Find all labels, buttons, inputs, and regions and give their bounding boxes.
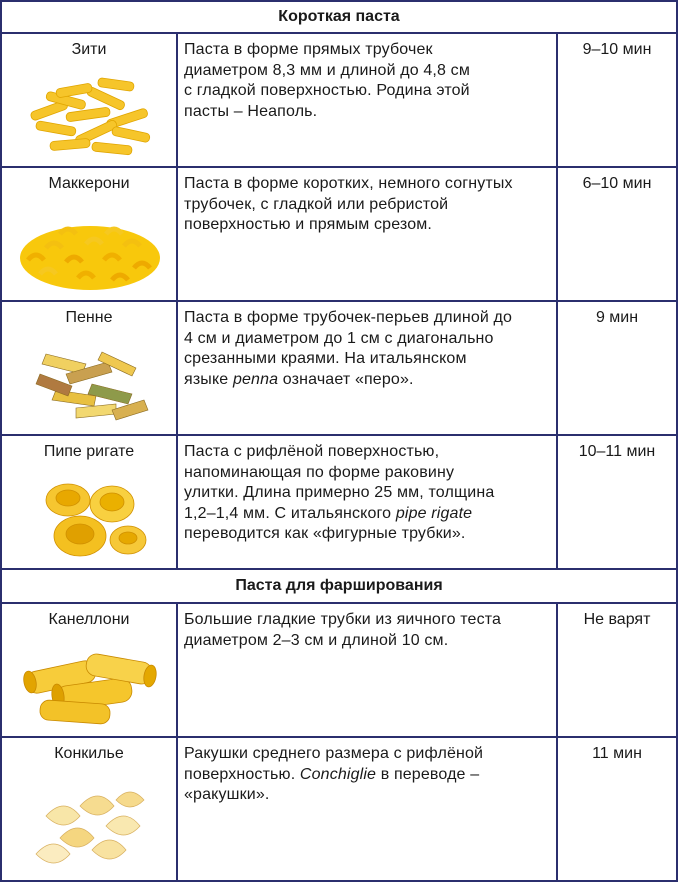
description-text: означает «перо».: [278, 370, 414, 388]
pasta-name: Маккерони: [48, 175, 130, 192]
description-line: Ракушки среднего размера с рифлёной: [184, 745, 484, 762]
description-text: в переводе –: [376, 765, 480, 783]
table-row: [2, 168, 676, 302]
description-line: Паста в форме коротких, немного согнутых: [184, 175, 513, 192]
cook-time: 6–10 мин: [582, 175, 652, 192]
cook-time: 10–11 мин: [578, 443, 656, 460]
table-row: [2, 436, 676, 570]
description-line: Паста в форме трубочек-перьев длиной до: [184, 309, 513, 326]
description-line: переводится как «фигурные трубки».: [184, 525, 466, 542]
description-cell: [178, 738, 558, 882]
pipe-rigate-pasta-image: [16, 468, 164, 564]
italic-term: Conchiglie: [299, 765, 377, 783]
description-line: улитки. Длина примерно 25 мм, толщина: [184, 484, 495, 501]
table-row: [2, 604, 676, 738]
description-line: диаметром 2–3 см и длиной 10 см.: [184, 631, 449, 649]
pasta-name: Конкилье: [54, 745, 124, 762]
description-cell: [178, 34, 558, 166]
description-line: срезанными краями. На итальянском: [184, 350, 467, 367]
description-line: [184, 504, 550, 525]
section-header-stuffing-pasta: Паста для фарширования: [2, 570, 676, 604]
cannelloni-pasta-image: [16, 636, 164, 732]
description-line: Паста с рифлёной поверхностью,: [184, 443, 440, 460]
pasta-name: Зити: [71, 41, 107, 58]
cook-time: 9–10 мин: [582, 41, 652, 58]
description-line: [184, 765, 550, 786]
description-text: поверхностью.: [184, 765, 300, 783]
penne-pasta-image: [16, 334, 164, 430]
cook-time: Не варят: [583, 611, 651, 628]
name-cell: [2, 302, 178, 434]
cook-time: 9 мин: [595, 309, 639, 326]
macaroni-pasta-image: [16, 200, 164, 296]
table-row: [2, 738, 676, 882]
table-row: [2, 302, 676, 436]
description-text: языке: [184, 370, 233, 388]
description-cell: [178, 302, 558, 434]
name-cell: [2, 738, 178, 882]
description-line: с гладкой поверхностью. Родина этой: [184, 82, 470, 99]
description-line: диаметром 8,3 мм и длиной до 4,8 см: [184, 61, 470, 79]
italic-term: pipe rigate: [395, 504, 473, 522]
table-row: [2, 34, 676, 168]
cook-time: 11 мин: [592, 745, 642, 762]
section-header-short-pasta: Короткая паста: [2, 2, 676, 34]
description-line: [184, 370, 550, 391]
description-line: поверхностью и прямым срезом.: [184, 216, 433, 233]
pasta-name: Пипе ригате: [43, 443, 135, 460]
description-line: Большие гладкие трубки из яичного теста: [184, 611, 502, 628]
description-line: Паста в форме прямых трубочек: [184, 41, 433, 58]
description-cell: [178, 604, 558, 736]
name-cell: [2, 436, 178, 568]
conchiglie-pasta-image: [16, 772, 164, 876]
description-line: трубочек, с гладкой или ребристой: [184, 195, 449, 213]
description-line: 4 см и диаметром до 1 см с диагонально: [184, 329, 494, 347]
name-cell: [2, 34, 178, 166]
pasta-name: Канеллони: [48, 611, 130, 628]
pasta-name: Пенне: [65, 309, 113, 326]
ziti-pasta-image: [16, 66, 164, 162]
description-cell: [178, 168, 558, 300]
name-cell: [2, 168, 178, 300]
description-line: «ракушки».: [184, 786, 270, 803]
description-cell: [178, 436, 558, 568]
description-line: пасты – Неаполь.: [184, 102, 318, 120]
description-line: напоминающая по форме раковину: [184, 463, 455, 481]
description-text: 1,2–1,4 мм. С итальянского: [184, 504, 396, 522]
italic-term: penna: [232, 370, 279, 388]
name-cell: [2, 604, 178, 736]
